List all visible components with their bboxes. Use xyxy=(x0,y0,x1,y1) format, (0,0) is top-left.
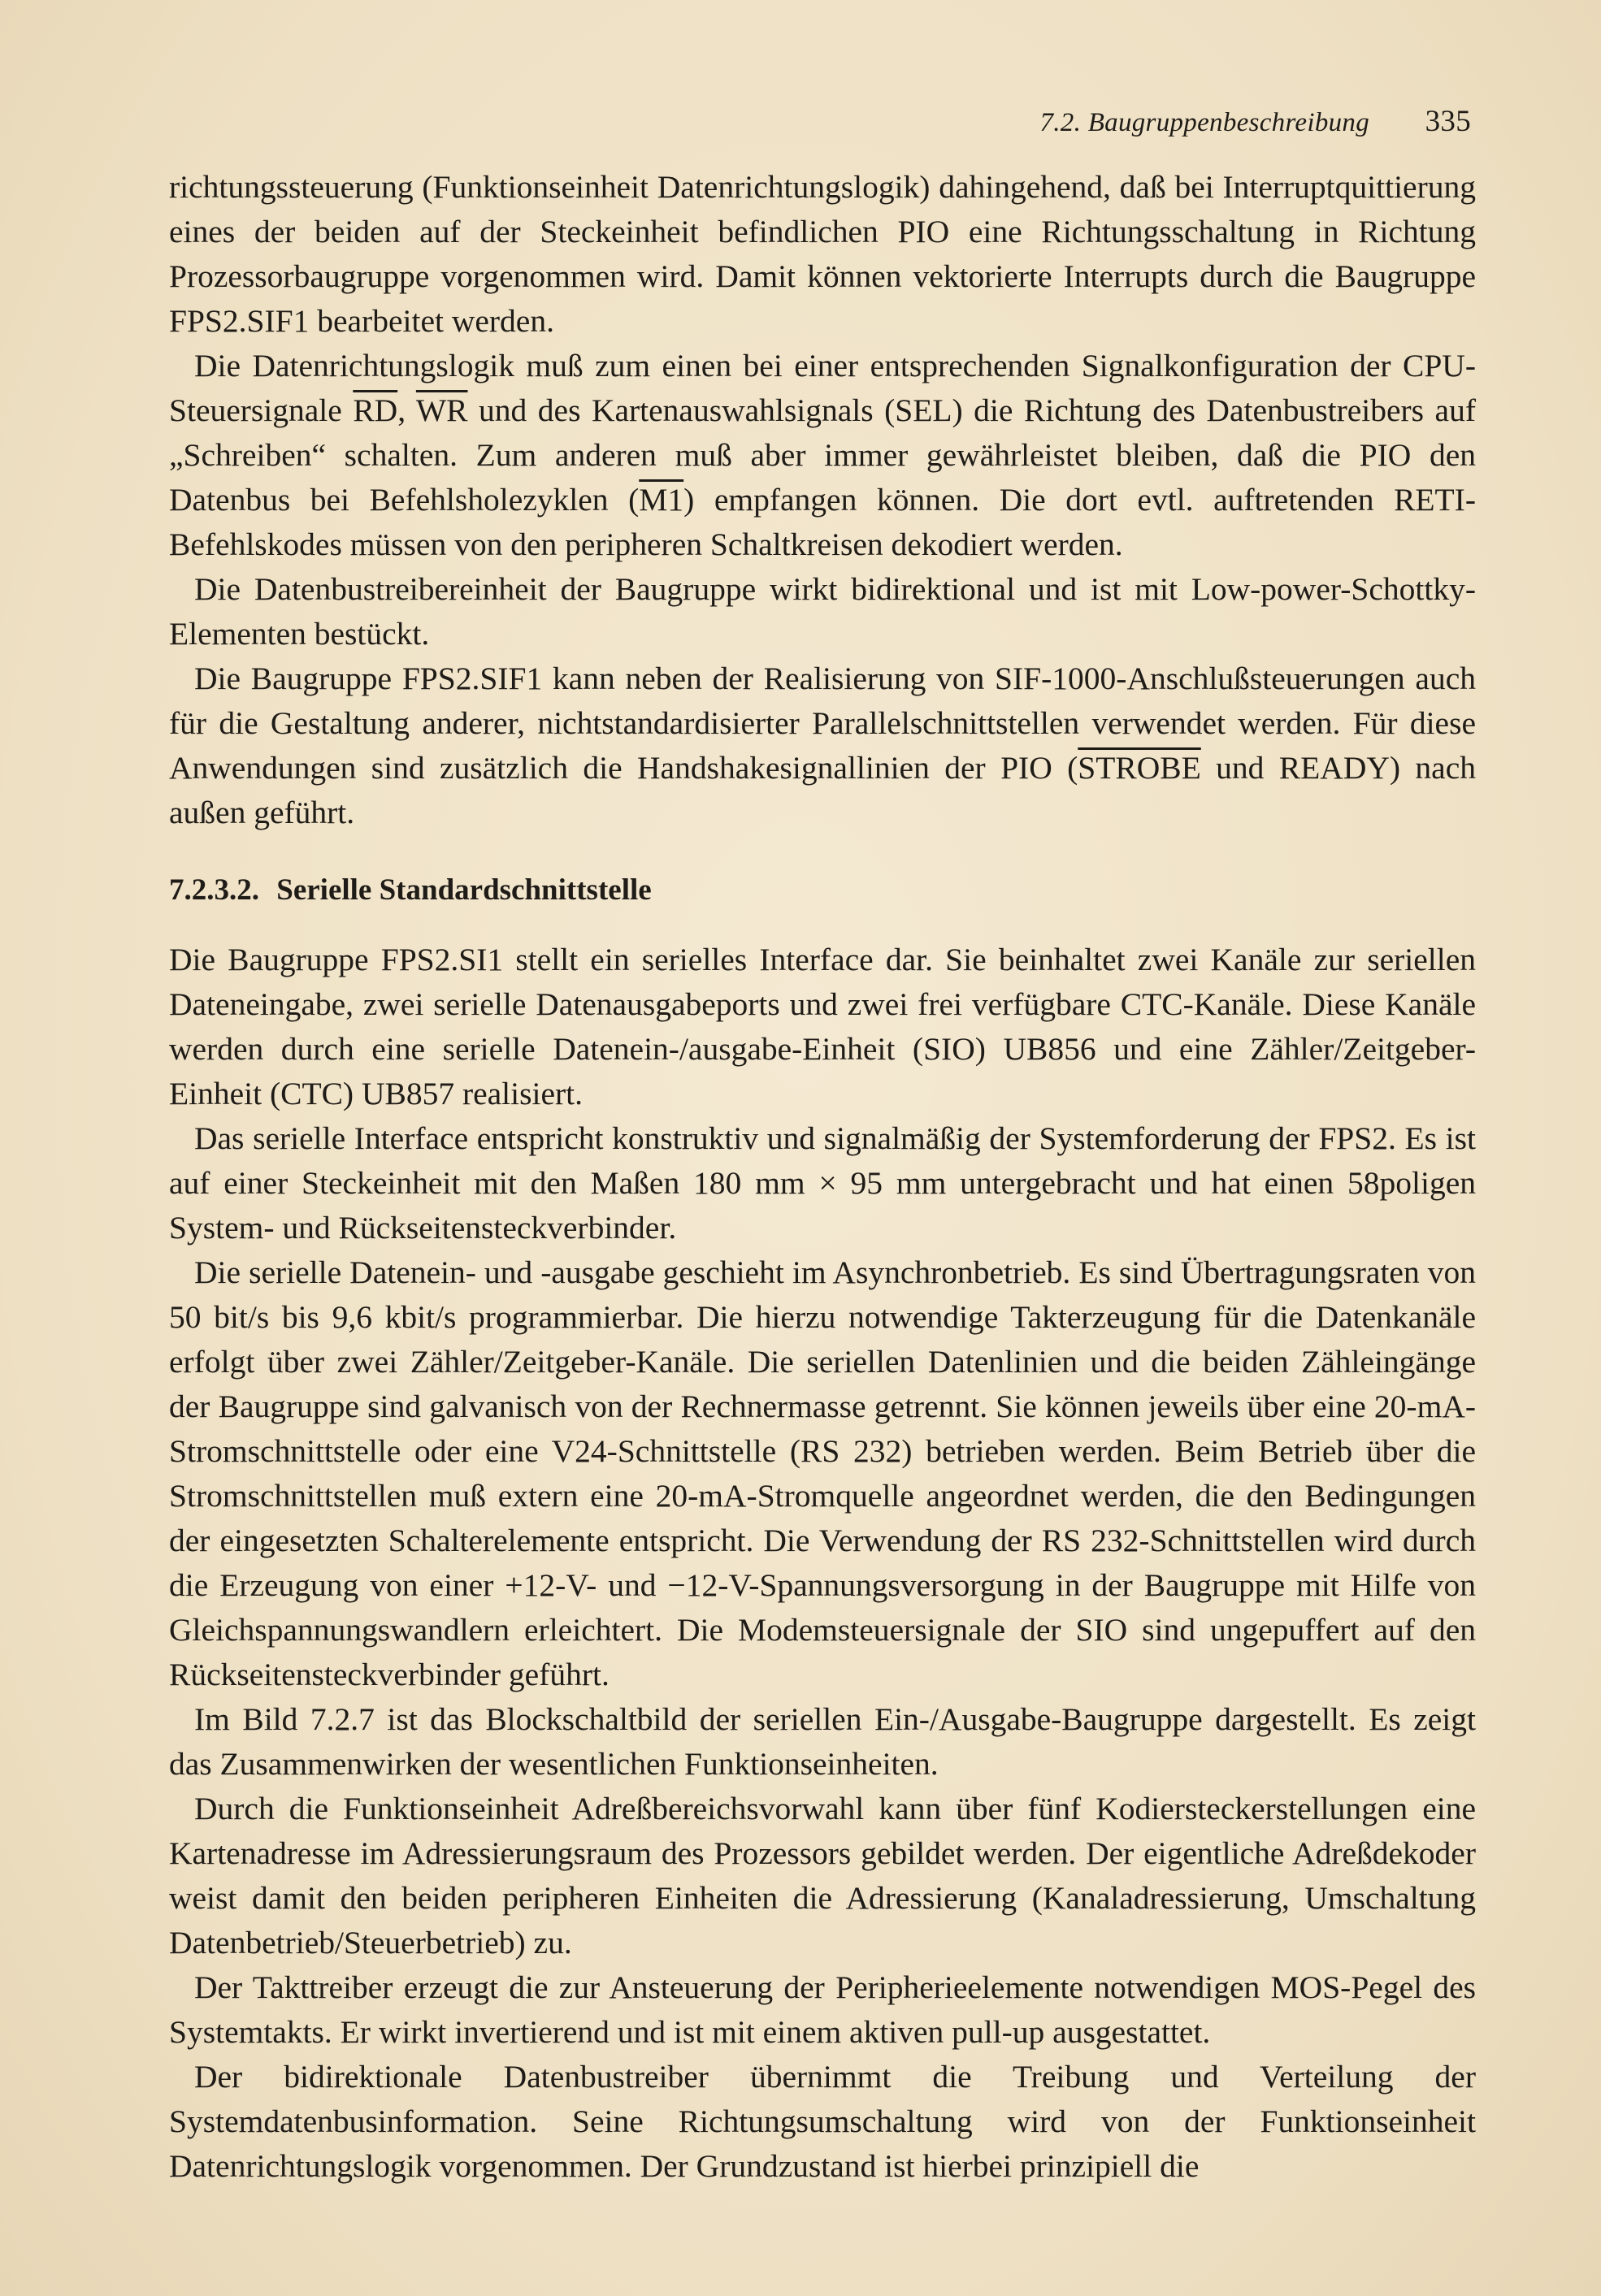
text-run: Die Datenrichtungslogik muß zum einen bei einer entsprechenden Signalkonfiguration der CPU-Steuersignale xyxy=(169,348,1476,428)
text-run: und des Kartenauswahlsignals (SEL) die Richtung des Datenbustreibers auf „Schreiben“ schalten. Zum anderen muß aber immer gewährleistet bleiben, daß die PIO den Datenbus bei Befehlsholezyklen ( xyxy=(169,392,1476,518)
paragraph xyxy=(169,165,1476,344)
text-run: ) empfangen können. Die dort evtl. auftretenden RETI-Befehlskodes müssen von den peripheren Schaltkreisen dekodiert werden. xyxy=(169,482,1476,562)
section-title: 7.2. Baugruppenbeschreibung xyxy=(1039,108,1370,137)
text-run: Die serielle Datenein- und -ausgabe geschieht im Asynchronbetrieb. Es sind Übertragungsraten von 50 bit/s bis 9,6 kbit/s programmierbar. Die hierzu notwendige Takterzeugung für die Datenkanäle erfolgt über zwei Zähler/Zeitgeber-Kanäle. Die seriellen Datenlinien und die beiden Zähleingänge der Baugruppe sind galvanisch von der Rechnermasse getrennt. Sie können jeweils über eine 20-mA-Stromschnittstelle oder eine V24-Schnittstelle (RS 232) betrieben werden. Beim Betrieb über die Stromschnittstellen muß extern eine 20-mA-Stromquelle angeordnet werden, die den Bedingungen der eingesetzten Schalterelemente entspricht. Die Verwendung der RS 232-Schnittstellen wird durch die Erzeugung von einer +12-V- und −12-V-Spannungsversorgung in der Baugruppe mit Hilfe von Gleichspannungswandlern erleichtert. Die Modemsteuersignale der SIO sind ungepuffert auf den Rückseitensteckverbinder geführt. xyxy=(169,1254,1476,1692)
paragraph xyxy=(169,2055,1476,2189)
paragraph xyxy=(169,567,1476,656)
section-heading xyxy=(169,866,1476,915)
paragraph xyxy=(169,1250,1476,1697)
overlined-signal: $\overline{RD}$ xyxy=(353,392,398,428)
paragraph-group-serial-interface xyxy=(169,938,1476,2189)
overlined-signal: M1 xyxy=(639,482,684,518)
body-text xyxy=(169,165,1476,2189)
text-run: und READY) nach außen geführt. xyxy=(169,750,1476,830)
paragraph xyxy=(169,938,1476,1116)
text-run: Die Baugruppe FPS2.SIF1 kann neben der Realisierung von SIF-1000-Anschlußsteuerungen auch für die Gestaltung anderer, nichtstandardisierter Parallelschnittstellen verwendet werden. Für diese Anwendungen sind zusätzlich die Handshakesignallinien der PIO ( xyxy=(169,661,1476,786)
paragraph-group-parallel-interface xyxy=(169,165,1476,835)
text-run: , xyxy=(397,392,416,428)
text-run: richtungssteuerung (Funktionseinheit Datenrichtungslogik) dahingehend, daß bei Interruptquittierung eines der beiden auf der Steckeinheit befindlichen PIO eine Richtungsschaltung in Richtung Prozessorbaugruppe vorgenommen wird. Damit können vektorierte Interrupts durch die Baugruppe FPS2.SIF1 bearbeitet werden. xyxy=(169,169,1476,339)
text-run: Die Baugruppe FPS2.SI1 stellt ein serielles Interface dar. Sie beinhaltet zwei Kanäle zur seriellen Dateneingabe, zwei serielle Datenausgabeports und zwei frei verfügbare CTC-Kanäle. Diese Kanäle werden durch eine serielle Datenein-/ausgabe-Einheit (SIO) UB856 und eine Zähler/Zeitgeber-Einheit (CTC) UB857 realisiert. xyxy=(169,942,1476,1111)
running-head xyxy=(1039,104,1471,139)
text-run: Die Datenbustreibereinheit der Baugruppe wirkt bidirektional und ist mit Low-power-Schottky-Elementen bestückt. xyxy=(169,571,1476,652)
text-run: Das serielle Interface entspricht konstruktiv und signalmäßig der Systemforderung der FPS2. Es ist auf einer Steckeinheit mit den Maßen 180 mm × 95 mm untergebracht und hat einen 58poligen System- und Rückseitensteckverbinder. xyxy=(169,1120,1476,1245)
paragraph xyxy=(169,344,1476,567)
page-number: 335 xyxy=(1425,105,1471,138)
paragraph xyxy=(169,1116,1476,1250)
section-heading-title: Serielle Standardschnittstelle xyxy=(276,873,652,907)
text-run: Der Takttreiber erzeugt die zur Ansteuerung der Peripherieelemente notwendigen MOS-Pegel des Systemtakts. Er wirkt invertierend und ist mit einem aktiven pull-up ausgestattet. xyxy=(169,1969,1476,2050)
text-run: Durch die Funktionseinheit Adreßbereichsvorwahl kann über fünf Kodiersteckerstellungen eine Kartenadresse im Adressierungsraum des Prozessors gebildet werden. Der eigentliche Adreßdekoder weist damit den beiden peripheren Einheiten die Adressierung (Kanaladressierung, Umschaltung Datenbetrieb/Steuerbetrieb) zu. xyxy=(169,1791,1476,1960)
paragraph xyxy=(169,1697,1476,1787)
paragraph xyxy=(169,1787,1476,1965)
overlined-signal: STROBE xyxy=(1078,750,1201,786)
overlined-signal: $\overline{WR}$ xyxy=(415,392,468,428)
text-run: Im Bild 7.2.7 ist das Blockschaltbild der seriellen Ein-/Ausgabe-Baugruppe dargestellt. Es zeigt das Zusammenwirken der wesentlichen Funktionseinheiten. xyxy=(169,1701,1476,1782)
paragraph xyxy=(169,1965,1476,2055)
text-run: Der bidirektionale Datenbustreiber übernimmt die Treibung und Verteilung der Systemdatenbusinformation. Seine Richtungsumschaltung wird von der Funktionseinheit Datenrichtungslogik vorgenommen. Der Grundzustand ist hierbei prinzipiell die xyxy=(169,2059,1476,2184)
paragraph xyxy=(169,656,1476,835)
section-number: 7.2.3.2. xyxy=(169,873,259,907)
